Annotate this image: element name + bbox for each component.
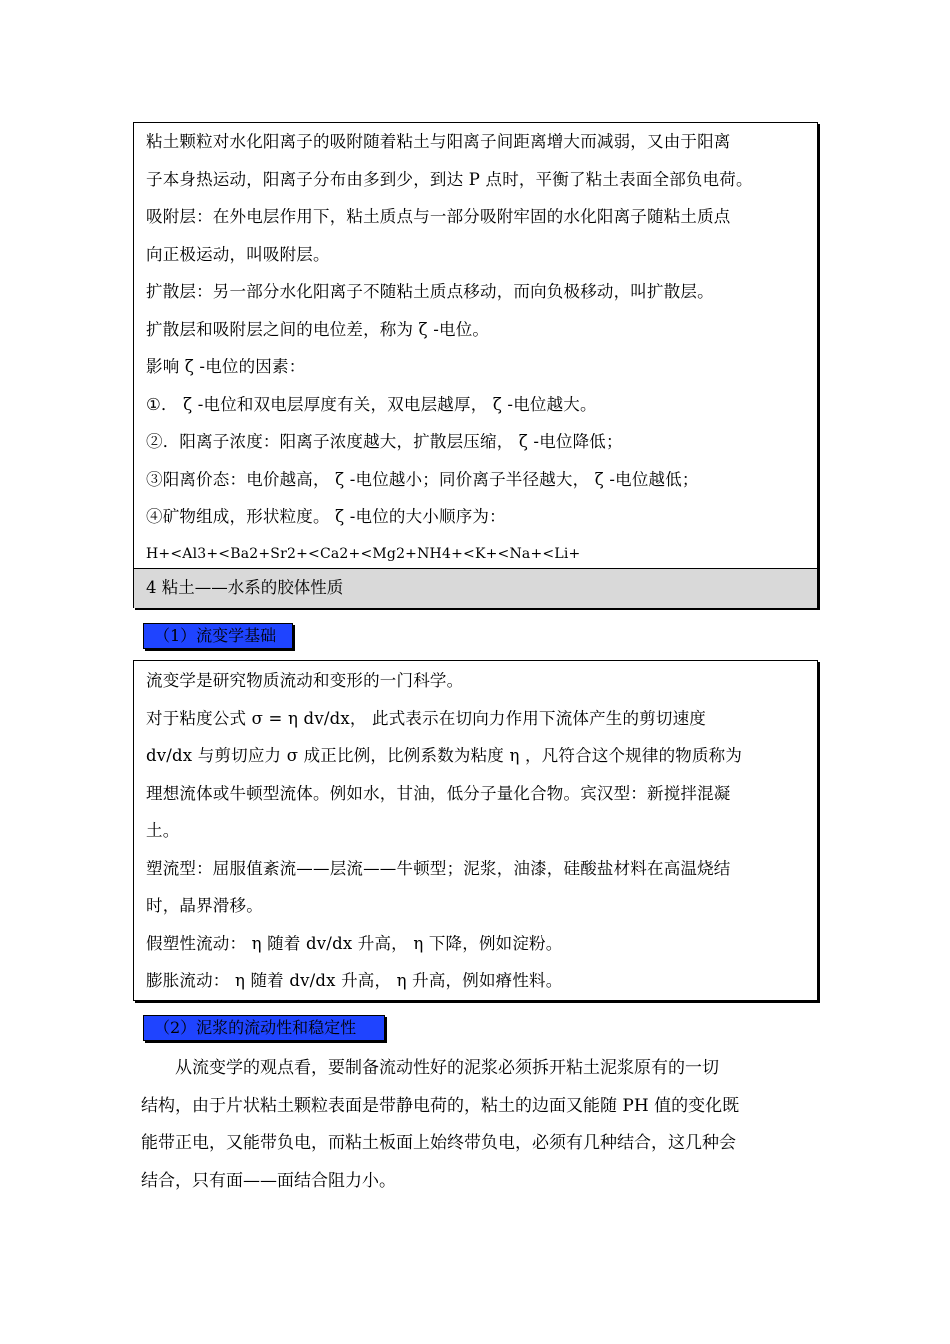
text-box-rheology <box>133 660 818 1001</box>
heading-rheology-basics: （1）流变学基础 <box>143 623 293 649</box>
text-line: 吸附层：在外电层作用下，粘土质点与一部分吸附牢固的水化阳离子随粘土质点 <box>146 207 731 226</box>
text-line: ①． ζ -电位和双电层厚度有关，双电层越厚， ζ -电位越大。 <box>146 394 597 414</box>
text-line: 向正极运动，叫吸附层。 <box>146 244 330 264</box>
text-line: 扩散层：另一部分水化阳离子不随粘土质点移动，而向负极移动，叫扩散层。 <box>146 282 714 301</box>
text-box-content <box>146 662 811 1000</box>
ion-order-line: H+<Al3+<Ba2+Sr2+<Ca2+<Mg2+NH4+<K+<Na+<Li+ <box>146 545 581 562</box>
text-box-double-layer <box>133 122 818 608</box>
paragraph-line: 能带正电，又能带负电，而粘土板面上始终带负电，必须有几种结合，这几种会 <box>141 1133 736 1153</box>
text-line: 塑流型：屈服值紊流——层流——牛顿型；泥浆，油漆，硅酸盐材料在高温烧结 <box>146 858 731 878</box>
paragraph-line: 结构，由于片状粘土颗粒表面是带静电荷的，粘土的边面又能随 PH 值的变化既 <box>141 1095 740 1116</box>
text-line: 粘土颗粒对水化阳离子的吸附随着粘土与阳离子间距离增大而减弱，又由于阳离 <box>146 132 731 151</box>
text-line: 对于粘度公式 σ = η dv/dx， 此式表示在切向力作用下流体产生的剪切速度 <box>146 708 707 728</box>
text-line: dv/dx 与剪切应力 σ 成正比例，比例系数为粘度 η ，凡符合这个规律的物质称为 <box>146 746 743 765</box>
body-paragraph <box>141 1050 811 1200</box>
section-heading-colloid: 4 粘土——水系的胶体性质 <box>134 568 817 608</box>
text-line: 流变学是研究物质流动和变形的一门科学。 <box>146 671 464 690</box>
text-line: 扩散层和吸附层之间的电位差，称为 ζ -电位。 <box>146 319 490 339</box>
text-line: ③阳离价态：电价越高， ζ -电位越小；同价离子半径越大， ζ -电位越低； <box>146 469 699 489</box>
text-line: 影响 ζ -电位的因素： <box>146 357 306 376</box>
text-line: ②．阳离子浓度：阳离子浓度越大，扩散层压缩， ζ -电位降低； <box>146 432 623 451</box>
text-line: 子本身热运动，阳离子分布由多到少，到达 P 点时，平衡了粘土表面全部负电荷。 <box>146 169 753 189</box>
paragraph-line: 从流变学的观点看，要制备流动性好的泥浆必须拆开粘土泥浆原有的一切 <box>141 1058 719 1078</box>
text-line: 假塑性流动： η 随着 dv/dx 升高， η 下降，例如淀粉。 <box>146 933 563 953</box>
heading-slurry-fluidity: （2）泥浆的流动性和稳定性 <box>143 1015 385 1041</box>
text-line: 土。 <box>146 821 180 840</box>
text-line: 膨胀流动： η 随着 dv/dx 升高， η 升高，例如瘠性料。 <box>146 971 563 990</box>
text-line: 理想流体或牛顿型流体。例如水，甘油，低分子量化合物。宾汉型：新搅拌混凝 <box>146 783 731 803</box>
text-box-content <box>146 123 811 573</box>
text-line: ④矿物组成，形状粒度。 ζ -电位的大小顺序为： <box>146 507 506 526</box>
text-line: 时，晶界滑移。 <box>146 896 263 915</box>
paragraph-line: 结合，只有面——面结合阻力小。 <box>141 1170 396 1191</box>
